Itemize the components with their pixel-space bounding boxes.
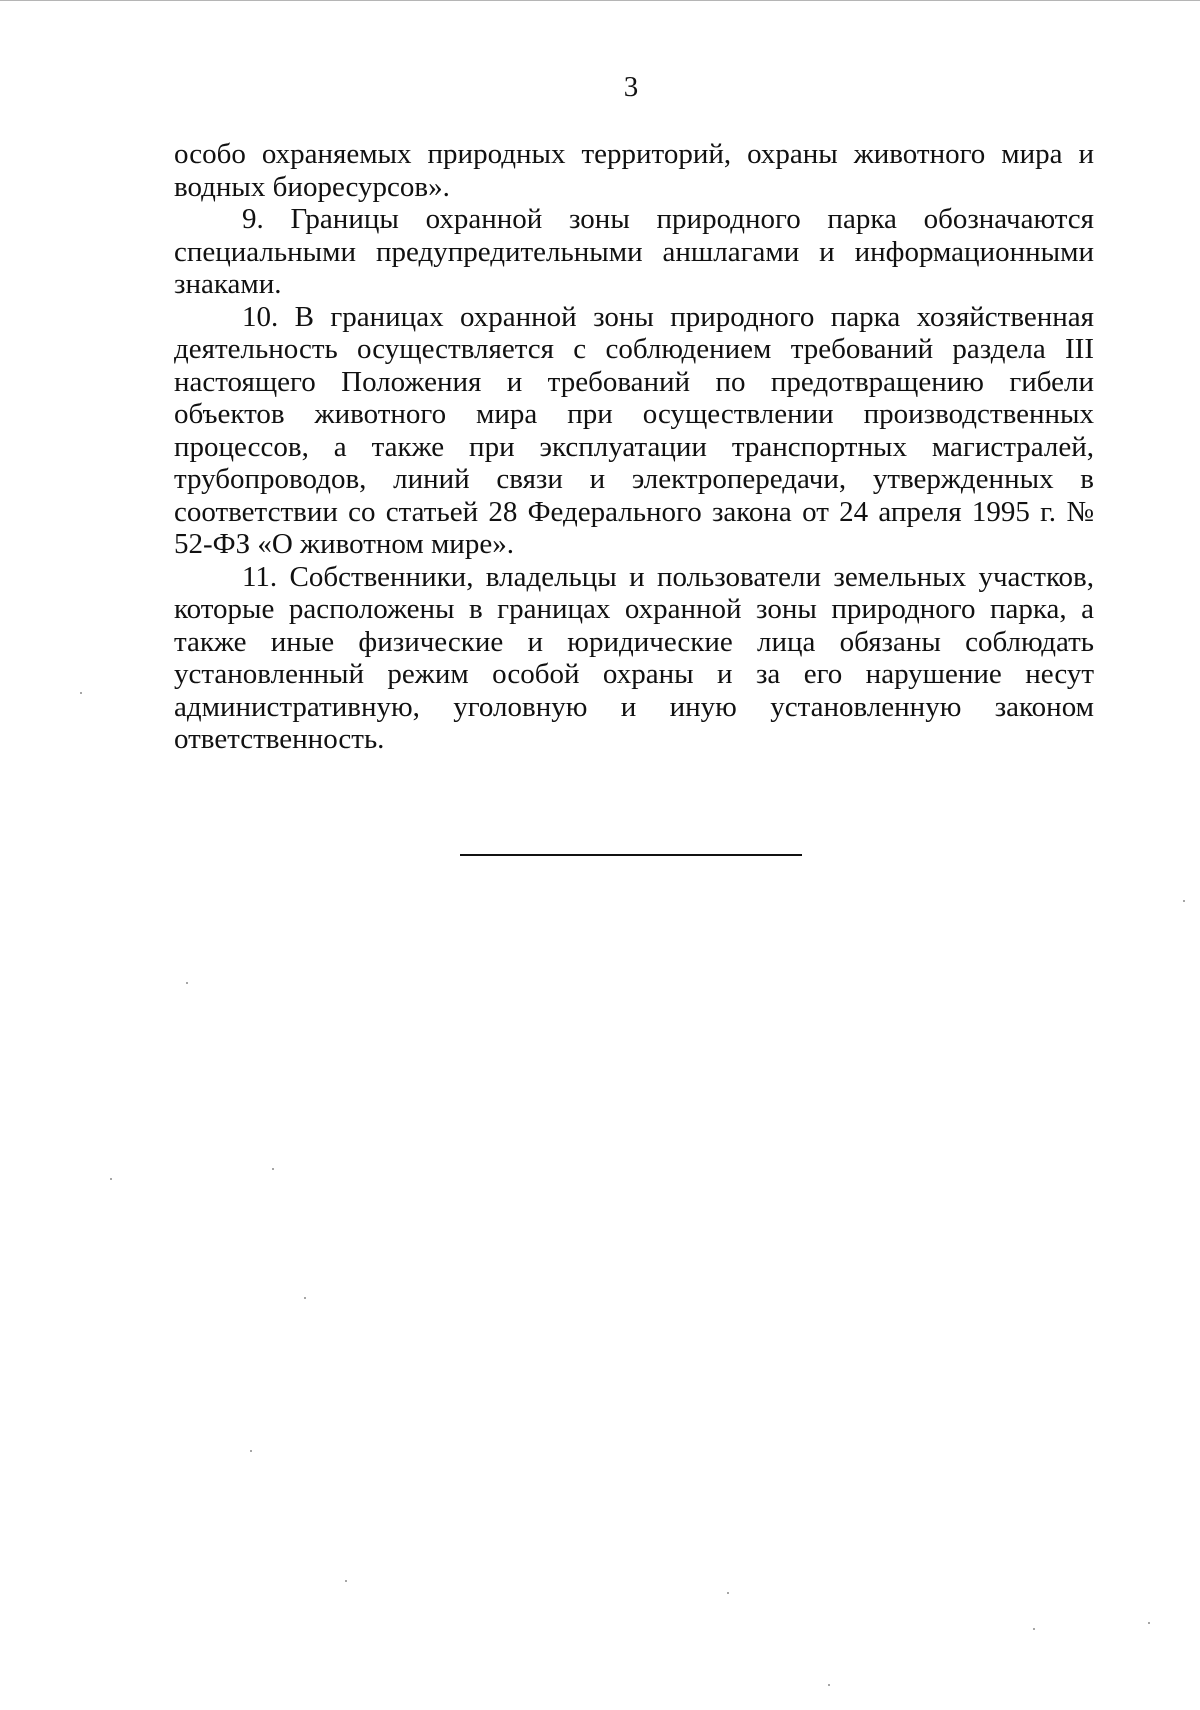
scan-speck xyxy=(1183,900,1185,902)
paragraph-continuation: особо охраняемых природных территорий, охраны животного мира и водных биоресурсов». xyxy=(174,138,1094,203)
scan-speck xyxy=(250,1450,252,1452)
scan-speck xyxy=(110,1178,112,1180)
scan-speck xyxy=(272,1168,274,1170)
paragraph-item-10: 10. В границах охранной зоны природного парка хозяйственная деятельность осуществляется с соблюдением требований раздела III настоящего Положения и требований по предотвращению гибели объектов животного мира при осуществлении производственных процессов, а также при эксплуатации транспортных магистралей, трубопроводов, линий связи и электропередачи, утвержденных в соответствии со статьей 28 Федерального закона от 24 апреля 1995 г. № 52-ФЗ «О животном мире». xyxy=(174,300,1094,560)
scan-speck xyxy=(1148,1622,1150,1624)
scan-speck xyxy=(80,692,82,694)
scan-speck xyxy=(1033,1628,1035,1630)
scan-speck xyxy=(828,1684,830,1686)
scan-speck xyxy=(345,1580,347,1582)
scan-speck xyxy=(304,1297,306,1299)
end-of-text-rule xyxy=(460,854,802,856)
scan-speck xyxy=(727,1592,729,1594)
page-number: 3 xyxy=(623,71,639,103)
scan-speck xyxy=(186,982,188,984)
document-body xyxy=(174,138,1094,756)
paragraph-item-9: 9. Границы охранной зоны природного парка обозначаются специальными предупредительными аншлагами и информационными знаками. xyxy=(174,203,1094,300)
paragraph-item-11: 11. Собственники, владельцы и пользователи земельных участков, которые расположены в границах охранной зоны природного парка, а также иные физические и юридические лица обязаны соблюдать установленный режим особой охраны и за его нарушение несут административную, уголовную и иную установленную законом ответственность. xyxy=(174,560,1094,755)
scan-top-edge xyxy=(0,0,1200,1)
